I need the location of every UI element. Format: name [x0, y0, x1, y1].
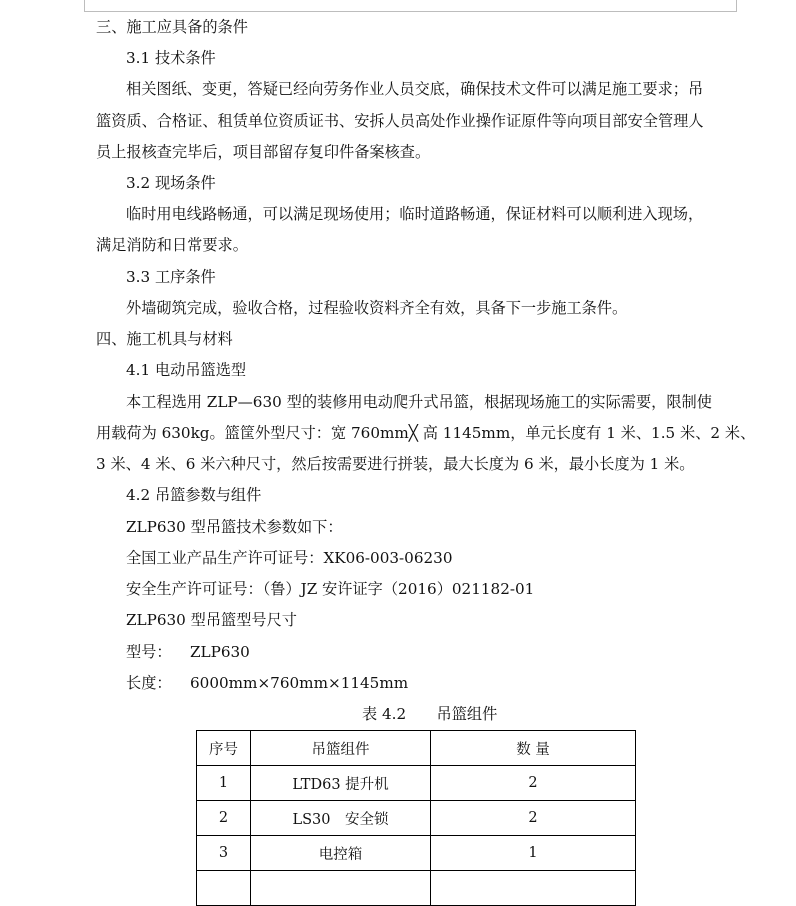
subsection-4-2-heading: 4.2 吊篮参数与组件	[126, 486, 262, 504]
subsection-3-1-heading: 3.1 技术条件	[126, 49, 216, 67]
paragraph-line: 满足消防和日常要求。	[96, 236, 248, 254]
paragraph-line: 全国工业产品生产许可证号：XK06-003-06230	[126, 549, 453, 567]
paragraph-line: 3 米、4 米、6 米六种尺寸，然后按需要进行拼装，最大长度为 6 米，最小长度为 1 米。	[96, 455, 695, 473]
section-4-heading: 四、施工机具与材料	[96, 330, 233, 348]
table-header-row	[197, 731, 636, 766]
paragraph-line: 外墙砌筑完成，验收合格，过程验收资料齐全有效，具备下一步施工条件。	[126, 299, 628, 317]
table-row	[197, 836, 636, 871]
subsection-4-1-heading: 4.1 电动吊篮选型	[126, 361, 247, 379]
section-3-heading: 三、施工应具备的条件	[96, 18, 248, 36]
table-cell: 3	[197, 836, 251, 871]
model-value: ZLP630	[190, 643, 250, 661]
paragraph-line: ZLP630 型吊篮型号尺寸	[126, 611, 297, 629]
table-cell: 2	[431, 801, 636, 836]
paragraph-line: 用载荷为 630kg。篮筐外型尺寸：宽 760mm╳ 高 1145mm，单元长度有 1 米、1.5 米、2 米、	[96, 424, 756, 442]
paragraph-line: ZLP630 型吊篮技术参数如下：	[126, 518, 343, 536]
table-caption: 表 4.2 吊篮组件	[362, 705, 498, 723]
model-label: 型号：	[126, 643, 172, 661]
subsection-3-2-heading: 3.2 现场条件	[126, 174, 216, 192]
table-cell: 2	[431, 766, 636, 801]
paragraph-line: 本工程选用 ZLP—630 型的装修用电动爬升式吊篮，根据现场施工的实际需要，限制使	[126, 393, 712, 411]
header-cell: 数 量	[431, 731, 636, 766]
paragraph-line: 相关图纸、变更，答疑已经向劳务作业人员交底，确保技术文件可以满足施工要求；吊	[126, 80, 704, 98]
table-row	[197, 801, 636, 836]
length-value: 6000mm×760mm×1145mm	[190, 674, 409, 692]
table-row	[197, 766, 636, 801]
table-cell: LS30 安全锁	[251, 801, 431, 836]
page-top-border	[0, 0, 796, 14]
paragraph-line: 员上报核查完毕后，项目部留存复印件备案核查。	[96, 143, 431, 161]
table-cell: LTD63 提升机	[251, 766, 431, 801]
paragraph-line: 临时用电线路畅通，可以满足现场使用；临时道路畅通，保证材料可以顺利进入现场，	[126, 205, 704, 223]
table-cell: 电控箱	[251, 836, 431, 871]
table-cell: 2	[197, 801, 251, 836]
table-row-partial	[197, 871, 636, 906]
header-cell: 吊篮组件	[251, 731, 431, 766]
subsection-3-3-heading: 3.3 工序条件	[126, 268, 216, 286]
table-cell: 1	[197, 766, 251, 801]
header-cell: 序号	[197, 731, 251, 766]
paragraph-line: 篮资质、合格证、租赁单位资质证书、安拆人员高处作业操作证原件等向项目部安全管理人	[96, 112, 704, 130]
paragraph-line: 安全生产许可证号：（鲁）JZ 安许证字（2016）021182-01	[126, 580, 535, 598]
table-cell: 1	[431, 836, 636, 871]
length-label: 长度：	[126, 674, 172, 692]
